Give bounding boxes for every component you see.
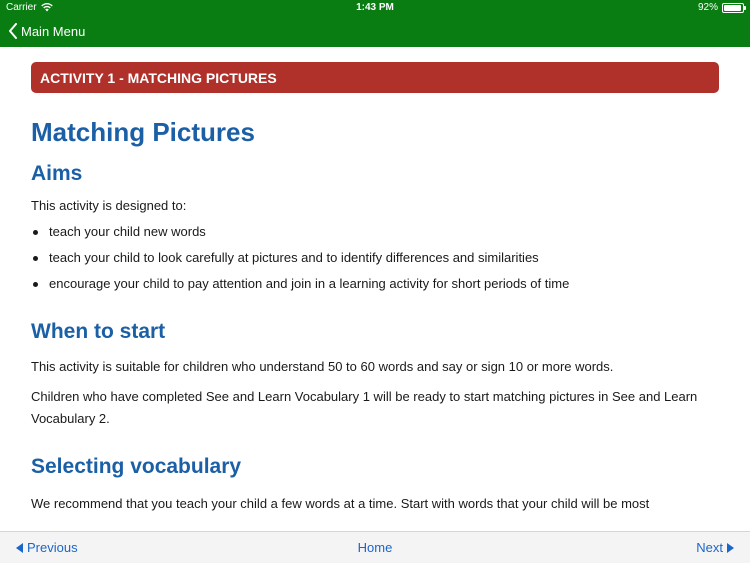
back-button[interactable] xyxy=(8,23,85,39)
content-area[interactable] xyxy=(0,47,750,531)
triangle-left-icon xyxy=(16,543,23,553)
status-left xyxy=(6,2,53,13)
home-button[interactable]: Home xyxy=(357,540,393,555)
status-bar xyxy=(0,0,750,15)
previous-label: Previous xyxy=(27,540,78,555)
aims-intro: This activity is designed to: xyxy=(31,198,187,213)
previous-button[interactable] xyxy=(16,540,78,555)
aims-list xyxy=(31,221,719,295)
next-label: Next xyxy=(696,540,723,555)
activity-banner: ACTIVITY 1 - MATCHING PICTURES xyxy=(31,62,719,93)
page-title: Matching Pictures xyxy=(31,117,255,147)
list-item: teach your child new words xyxy=(31,221,719,243)
aims-heading: Aims xyxy=(31,162,83,185)
triangle-right-icon xyxy=(727,543,734,553)
battery-fill xyxy=(724,5,741,11)
when-to-start-paragraph-1: This activity is suitable for children who understand 50 to 60 words and say or sign 10 or more words. xyxy=(31,359,614,374)
bottom-toolbar xyxy=(0,531,750,563)
home-link-wrapper xyxy=(0,540,750,555)
when-to-start-paragraph-2: Children who have completed See and Learn Vocabulary 1 will be ready to start matching pictures in See and Learn Vocabulary 2. xyxy=(31,389,698,426)
selecting-vocabulary-paragraph: We recommend that you teach your child a few words at a time. Start with words that your child will be most xyxy=(31,496,650,511)
battery-percent: 92% xyxy=(697,2,718,13)
list-item: encourage your child to pay attention and join in a learning activity for short periods of time xyxy=(31,273,719,295)
when-to-start-heading: When to start xyxy=(31,320,166,343)
selecting-vocabulary-heading: Selecting vocabulary xyxy=(31,455,242,478)
nav-bar xyxy=(0,15,750,47)
wifi-icon xyxy=(41,3,53,12)
battery-icon xyxy=(722,3,744,13)
next-button[interactable] xyxy=(696,540,734,555)
carrier-label: Carrier xyxy=(6,2,37,13)
status-time: 1:43 PM xyxy=(356,2,394,13)
chevron-left-icon xyxy=(8,23,18,39)
status-right xyxy=(698,2,744,13)
list-item: teach your child to look carefully at pictures and to identify differences and similarities xyxy=(31,247,719,269)
back-button-label: Main Menu xyxy=(21,23,86,39)
